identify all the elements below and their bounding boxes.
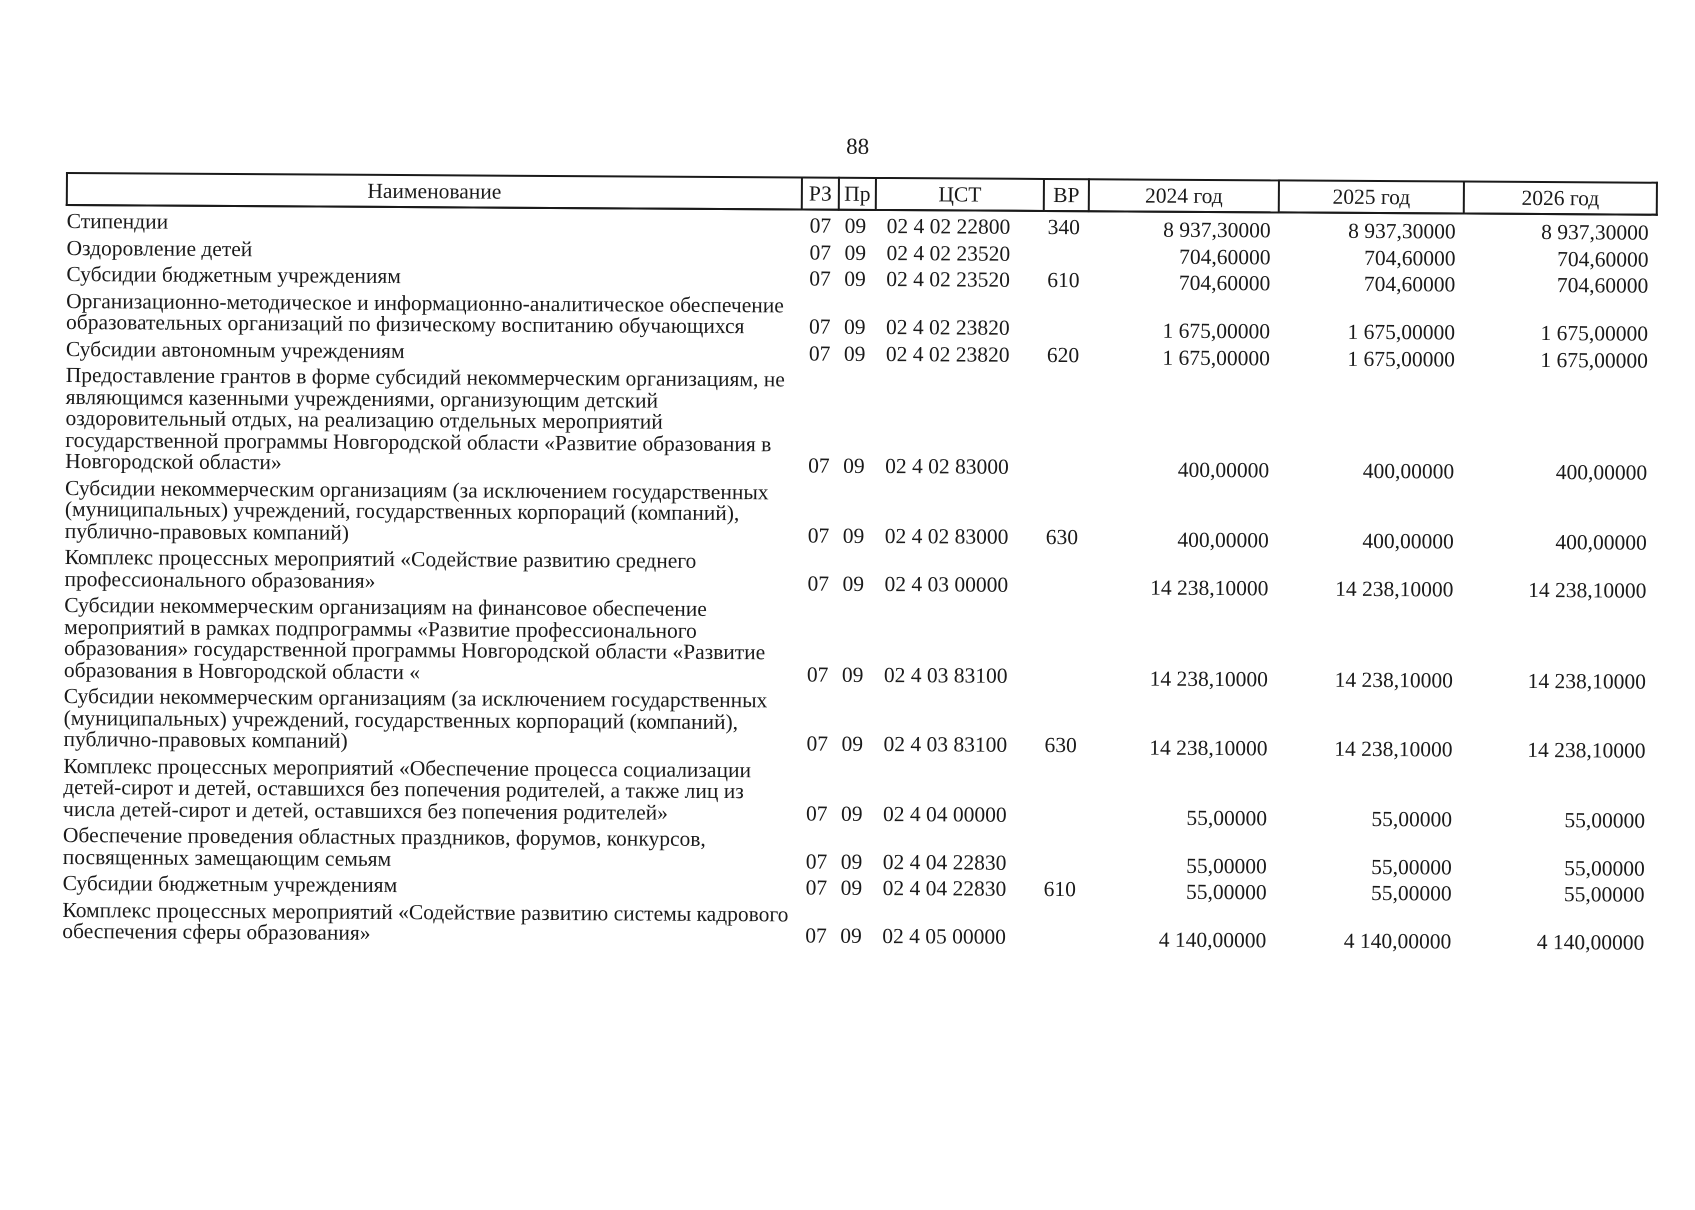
cell-y2025: 8 937,30000 [1348, 218, 1456, 244]
cell-pr: 09 [840, 849, 863, 874]
cell-pr: 09 [844, 213, 867, 238]
cell-name: Комплекс процессных мероприятий «Обеспечение процесса социализации детей-сирот и детей, оставшихся без попечения родителей, а также лиц из числа детей-сирот и детей, оставшихся без попечения родителей» [63, 753, 752, 825]
cell-rz: 07 [808, 341, 831, 366]
cell-cst: 02 4 04 22830 [882, 849, 1007, 875]
cell-pr: 09 [842, 571, 865, 596]
cell-y2024: 55,00000 [1185, 879, 1267, 905]
cell-y2025: 1 675,00000 [1347, 346, 1455, 371]
cell-name: Комплекс процессных мероприятий «Содействие развитию среднего профессионального образования» [64, 544, 697, 593]
cell-pr: 09 [844, 240, 867, 265]
table-row [64, 590, 1655, 691]
cell-y2025: 14 238,10000 [1335, 576, 1454, 601]
cell-y2026: 14 238,10000 [1527, 668, 1646, 694]
cell-rz: 07 [809, 240, 832, 265]
cell-name: Субсидии бюджетным учреждениям [66, 262, 402, 289]
cell-rz: 07 [809, 266, 831, 291]
cell-y2026: 1 675,00000 [1540, 347, 1648, 373]
cell-y2025: 55,00000 [1371, 854, 1452, 879]
column-header-2026: 2026 год [1464, 182, 1657, 215]
cell-y2026: 400,00000 [1555, 460, 1648, 485]
cell-vr [1039, 900, 1084, 948]
table-body [62, 205, 1656, 955]
cell-vr: 620 [1046, 342, 1080, 367]
cell-pr: 09 [844, 266, 866, 291]
cell-cst: 02 4 04 00000 [883, 801, 1007, 827]
cell-pr: 09 [841, 731, 864, 756]
cell-y2025: 55,00000 [1370, 880, 1452, 906]
cell-y2024: 14 238,10000 [1150, 575, 1269, 600]
column-header-vr: ВР [1044, 179, 1089, 211]
cell-y2026: 400,00000 [1555, 529, 1647, 555]
cell-rz: 07 [806, 662, 829, 687]
column-header-pr: Пр [839, 178, 876, 210]
cell-pr: 09 [843, 314, 866, 339]
cell-cst: 02 4 02 23820 [885, 315, 1010, 340]
cell-pr: 09 [843, 453, 865, 478]
cell-y2026: 704,60000 [1556, 273, 1649, 298]
cell-pr: 09 [841, 801, 863, 826]
cell-rz: 07 [807, 523, 830, 548]
cell-y2026: 8 937,30000 [1541, 220, 1649, 245]
cell-y2024: 704,60000 [1178, 270, 1271, 296]
cell-rz: 07 [805, 875, 828, 900]
cell-y2026: 704,60000 [1557, 246, 1649, 272]
cell-vr: 340 [1047, 214, 1080, 240]
cell-pr: 09 [841, 662, 864, 687]
cell-rz: 07 [806, 801, 828, 826]
cell-y2026: 14 238,10000 [1528, 577, 1647, 603]
cell-cst: 02 4 05 00000 [882, 924, 1007, 949]
cell-y2026: 14 238,10000 [1527, 737, 1646, 763]
cell-cst: 02 4 02 23520 [886, 267, 1011, 292]
cell-y2025: 14 238,10000 [1334, 667, 1453, 692]
cell-name: Оздоровление детей [66, 235, 253, 261]
page-number: 88 [846, 133, 870, 159]
cell-name: Субсидии некоммерческим организациям (за исключением государственных (муниципальных) учреждений, государственных корпораций (компаний), публично-правовых компаний) [63, 683, 768, 753]
cell-vr: 630 [1044, 732, 1077, 758]
cell-y2026: 55,00000 [1564, 855, 1645, 881]
cell-y2024: 400,00000 [1177, 457, 1270, 483]
cell-y2026: 1 675,00000 [1540, 321, 1649, 346]
cell-y2024: 1 675,00000 [1162, 345, 1270, 370]
cell-vr [1040, 826, 1085, 874]
cell-y2024: 14 238,10000 [1149, 666, 1268, 691]
column-header-2025: 2025 год [1279, 180, 1464, 213]
column-header-name: Наименование [67, 173, 802, 209]
cell-name: Субсидии автономным учреждениям [65, 336, 405, 363]
cell-cst: 02 4 02 22800 [886, 214, 1011, 239]
cell-pr: 09 [843, 341, 866, 366]
cell-name: Субсидии некоммерческим организациям на финансовое обеспечение мероприятий в рамках подпрограммы «Развитие профессионального образования» государственной программы Новгородской области «Развитие образования в Новгородской области « [63, 592, 766, 684]
cell-cst: 02 4 02 83000 [884, 523, 1009, 549]
cell-y2026: 55,00000 [1564, 807, 1646, 833]
cell-y2024: 1 675,00000 [1162, 318, 1271, 344]
cell-y2024: 8 937,30000 [1163, 217, 1271, 243]
cell-cst: 02 4 04 22830 [882, 876, 1007, 901]
cell-y2024: 14 238,10000 [1149, 735, 1268, 761]
cell-name: Стипендии [66, 209, 169, 234]
cell-y2026: 4 140,00000 [1536, 929, 1645, 955]
cell-y2025: 14 238,10000 [1334, 736, 1453, 762]
budget-table [61, 172, 1658, 955]
cell-y2024: 4 140,00000 [1158, 927, 1267, 953]
cell-y2025: 400,00000 [1362, 528, 1454, 553]
cell-vr: 610 [1047, 267, 1080, 293]
cell-name: Обеспечение проведения областных праздников, форумов, конкурсов, посвященных замещающим семьям [62, 822, 706, 871]
table-row [65, 473, 1655, 552]
cell-pr: 09 [840, 923, 862, 948]
table-row [63, 681, 1653, 760]
column-header-2024: 2024 год [1089, 179, 1279, 212]
cell-cst: 02 4 02 23820 [885, 341, 1010, 367]
cell-cst: 02 4 03 83100 [883, 662, 1008, 688]
cell-rz: 07 [808, 453, 830, 478]
cell-y2025: 4 140,00000 [1343, 928, 1452, 954]
cell-name: Субсидии некоммерческим организациям (за исключением государственных (муниципальных) учреждений, государственных корпораций (компаний), публично-правовых компаний) [64, 475, 769, 545]
cell-rz: 07 [806, 731, 829, 756]
cell-y2025: 704,60000 [1364, 245, 1456, 270]
cell-rz: 07 [808, 314, 831, 339]
cell-cst: 02 4 03 00000 [884, 571, 1009, 597]
cell-y2025: 55,00000 [1371, 806, 1453, 831]
cell-vr [1041, 596, 1087, 687]
cell-name: Организационно-методическое и информационно-аналитическое обеспечение образовательных организаций по физическому воспитанию обучающихся [65, 288, 784, 339]
cell-y2024: 400,00000 [1177, 527, 1269, 552]
cell-cst: 02 4 02 83000 [885, 454, 1009, 479]
cell-vr: 610 [1043, 876, 1076, 902]
cell-cst: 02 4 03 83100 [883, 732, 1008, 757]
cell-y2026: 55,00000 [1563, 882, 1645, 907]
cell-name: Комплекс процессных мероприятий «Содействие развитию системы кадрового обеспечения сферы образования» [62, 897, 789, 945]
cell-y2025: 704,60000 [1363, 271, 1456, 297]
cell-rz: 07 [809, 213, 832, 238]
cell-name: Субсидии бюджетным учреждениям [62, 870, 398, 898]
cell-cst: 02 4 02 23520 [886, 240, 1011, 266]
cell-vr [1042, 366, 1088, 479]
cell-rz: 07 [805, 923, 827, 948]
cell-y2024: 55,00000 [1186, 805, 1268, 830]
cell-y2025: 400,00000 [1362, 458, 1455, 484]
cell-pr: 09 [842, 523, 865, 548]
cell-y2024: 55,00000 [1186, 853, 1267, 878]
cell-pr: 09 [840, 875, 863, 900]
cell-vr [1041, 548, 1086, 596]
table-row [65, 360, 1656, 482]
column-header-rz: РЗ [802, 177, 839, 209]
cell-y2024: 704,60000 [1179, 244, 1271, 269]
cell-y2025: 1 675,00000 [1347, 319, 1456, 345]
table-row [63, 750, 1653, 829]
cell-rz: 07 [807, 571, 830, 596]
cell-vr [1043, 291, 1088, 339]
cell-vr [1043, 238, 1088, 265]
cell-vr: 630 [1045, 524, 1079, 549]
cell-name: Предоставление грантов в форме субсидий некоммерческим организациям, не являющимся казенными учреждениями, организующим детский оздоровительный отдых, на реализацию отдельных мероприятий государственной программы Новгородской области «Развитие образования в Новгородской области» [65, 363, 785, 475]
cell-rz: 07 [805, 849, 828, 874]
cell-vr [1040, 756, 1085, 826]
column-header-cst: ЦСТ [876, 178, 1044, 211]
